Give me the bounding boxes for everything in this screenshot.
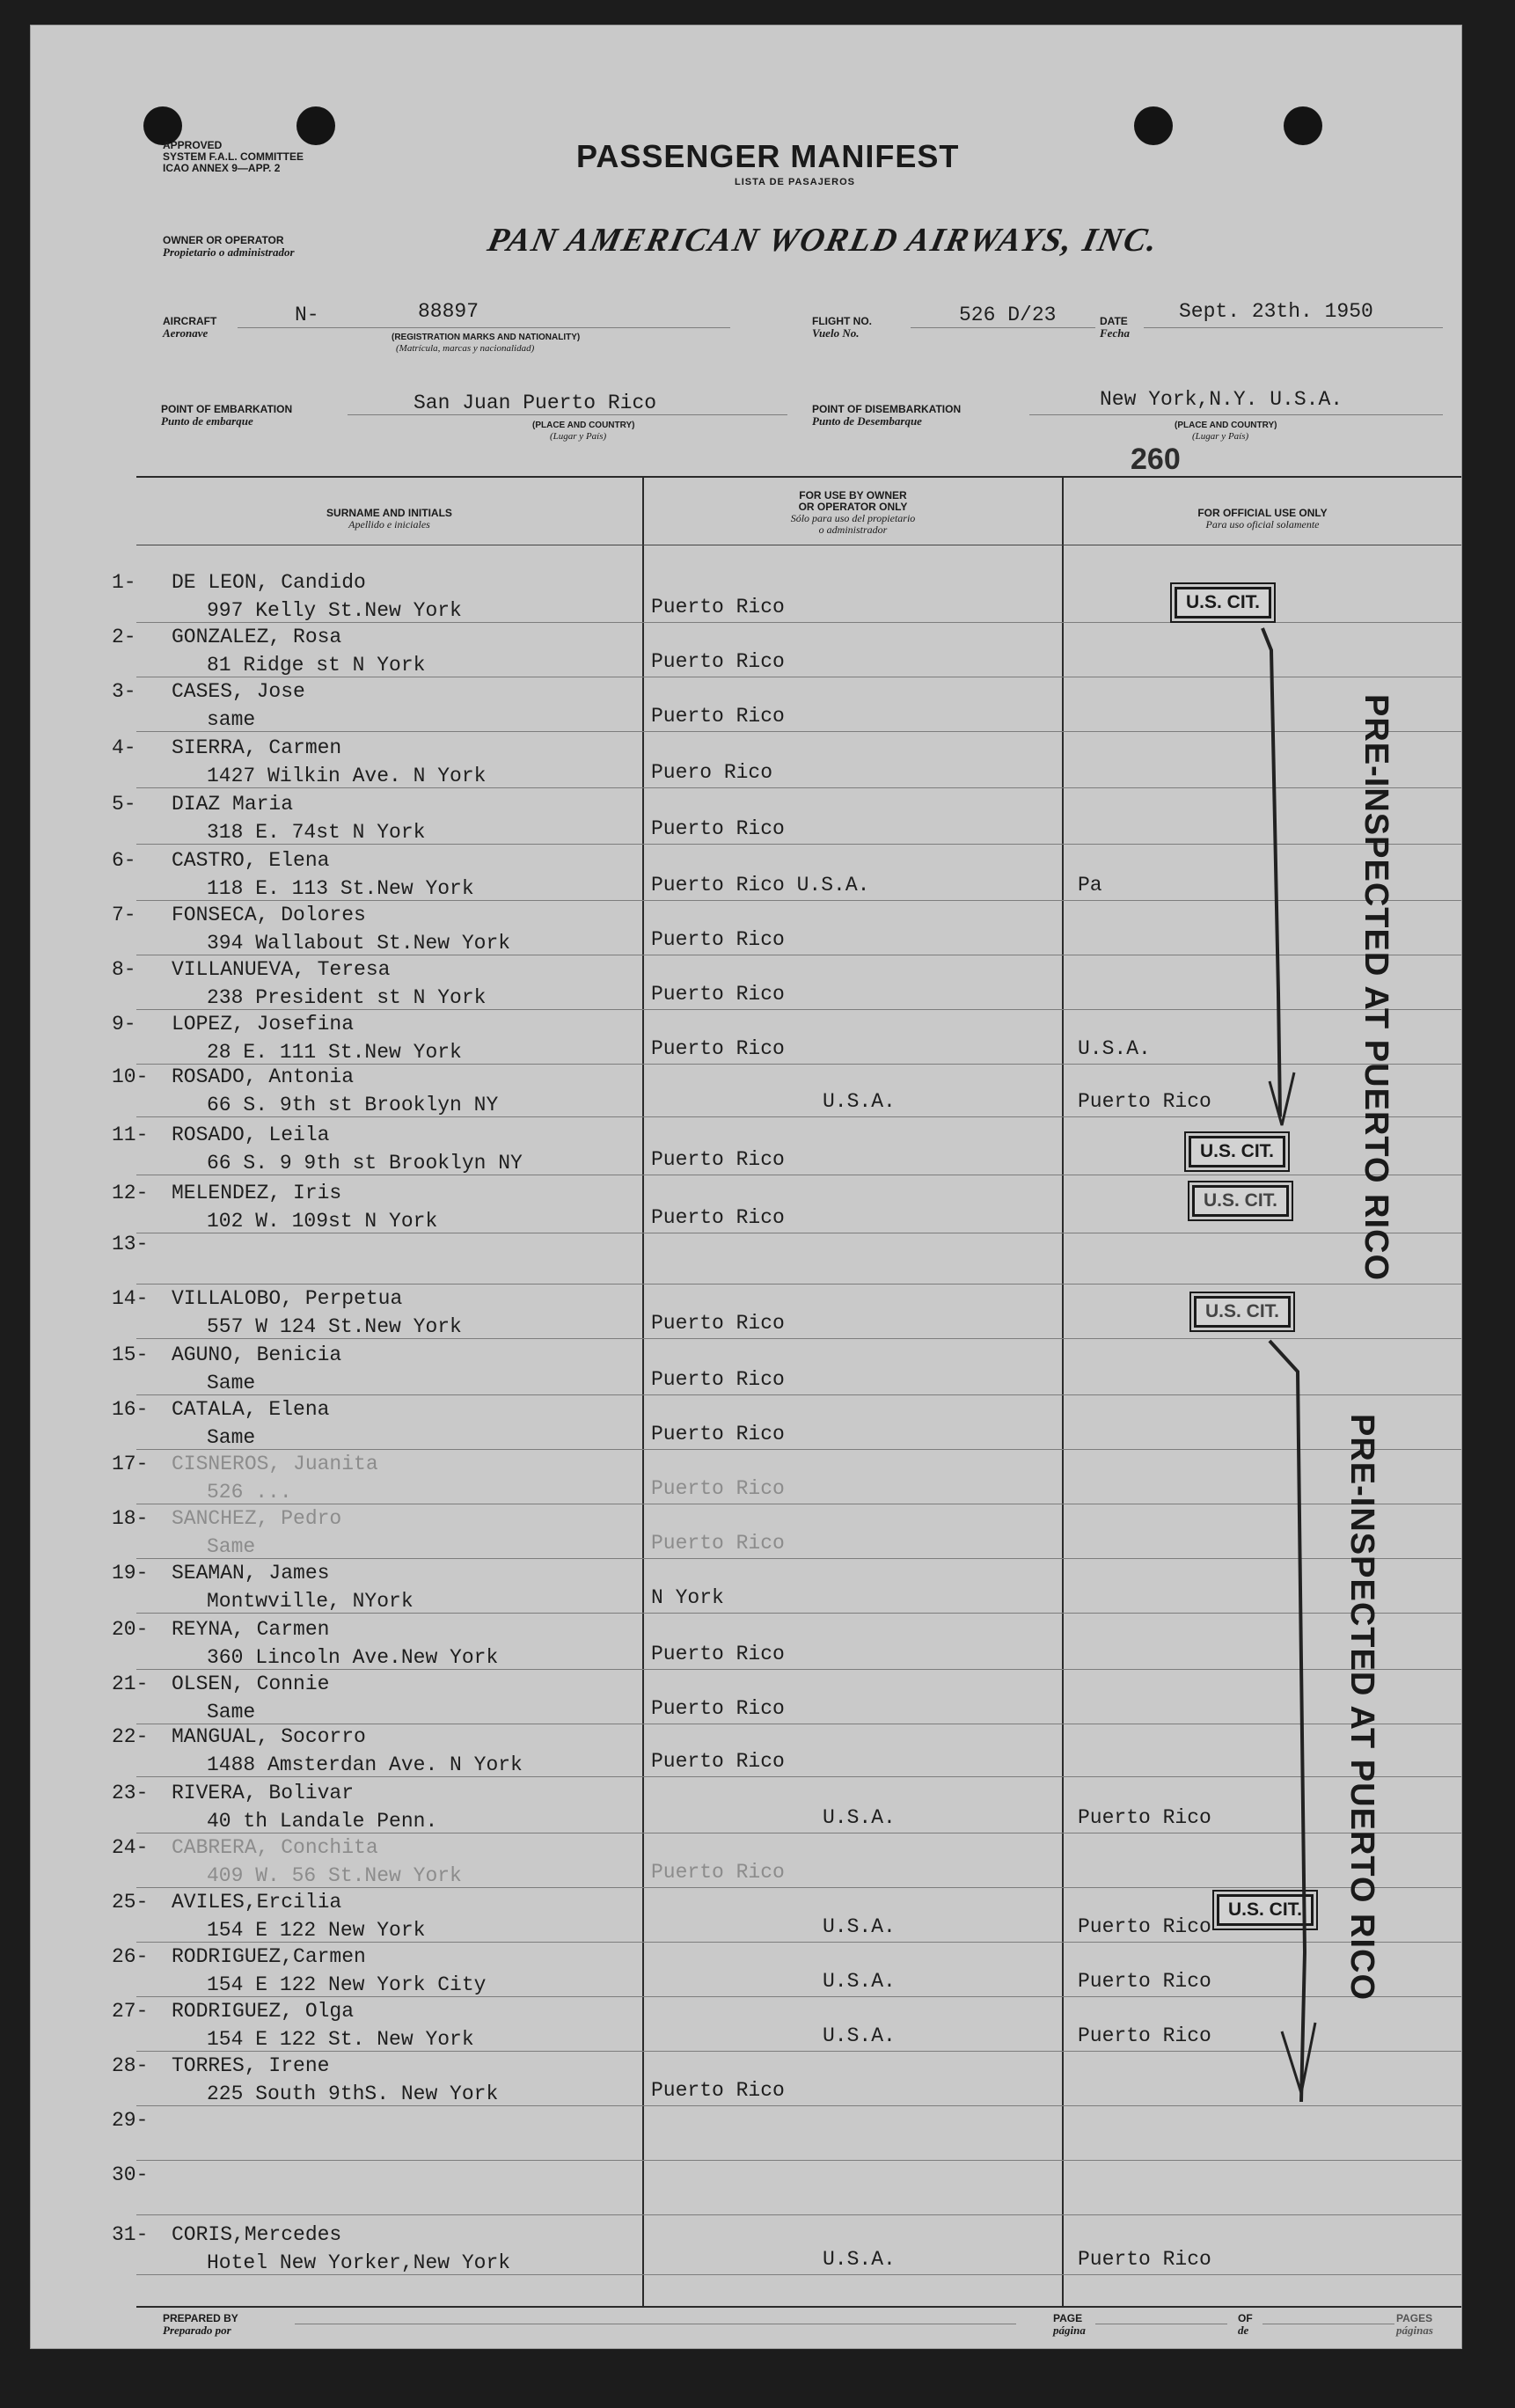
flight-label-es: Vuelo No. bbox=[812, 326, 860, 340]
page-title: PASSENGER MANIFEST bbox=[576, 138, 960, 174]
owner-use-value: Puerto Rico bbox=[651, 1423, 785, 1446]
us-cit-stamp: U.S. CIT. bbox=[1189, 1136, 1285, 1167]
passenger-address: 40 th Landale Penn. bbox=[207, 1810, 438, 1833]
flight-underline bbox=[911, 327, 1095, 328]
passenger-name: SEAMAN, James bbox=[172, 1562, 330, 1585]
preinspected-stamp: PRE-INSPECTED AT PUERTO RICO bbox=[1358, 694, 1394, 1282]
row-number: 1- bbox=[112, 571, 136, 594]
passenger-address: 66 S. 9 9th st Brooklyn NY bbox=[207, 1152, 523, 1175]
passenger-name: CATALA, Elena bbox=[172, 1398, 330, 1421]
flight-label-en: FLIGHT NO. bbox=[812, 315, 872, 327]
passenger-name: OLSEN, Connie bbox=[172, 1672, 330, 1695]
owner-label bbox=[163, 235, 295, 259]
owner-use-value: Puerto Rico bbox=[651, 1206, 785, 1229]
approval-line: APPROVED bbox=[163, 139, 223, 151]
disembarkation-value: New York,N.Y. U.S.A. bbox=[1100, 388, 1343, 411]
date-label bbox=[1100, 316, 1130, 340]
owner-use-value: Puerto Rico bbox=[651, 983, 785, 1006]
row-number: 22- bbox=[112, 1725, 149, 1748]
approval-block bbox=[163, 140, 304, 174]
aircraft-label bbox=[163, 316, 216, 340]
date-label-es: Fecha bbox=[1100, 326, 1130, 340]
passenger-name: AGUNO, Benicia bbox=[172, 1343, 342, 1366]
row-number: 29- bbox=[112, 2109, 149, 2132]
row-number: 12- bbox=[112, 1182, 149, 1204]
place-caption-2-es: (Lugar y País) bbox=[1192, 431, 1249, 442]
passenger-address: 997 Kelly St.New York bbox=[207, 599, 462, 622]
row-rule bbox=[136, 1284, 1461, 1285]
official-sub: Para uso oficial solamente bbox=[1205, 518, 1320, 531]
passenger-address: 81 Ridge st N York bbox=[207, 654, 426, 677]
row-number: 24- bbox=[112, 1836, 149, 1859]
surname-head: SURNAME AND INITIALS bbox=[326, 507, 452, 519]
check-bracket bbox=[1262, 1336, 1333, 2119]
passenger-address: 154 E 122 New York City bbox=[207, 1973, 487, 1996]
prepared-label-es: Preparado por bbox=[163, 2324, 231, 2337]
passenger-name: RIVERA, Bolivar bbox=[172, 1782, 355, 1804]
owner-use-value: N York bbox=[651, 1586, 724, 1609]
passenger-name: CISNEROS, Juanita bbox=[172, 1453, 378, 1475]
owner-head-2: OR OPERATOR ONLY bbox=[798, 501, 908, 513]
page-label-es: página bbox=[1053, 2324, 1086, 2337]
passenger-address: 394 Wallabout St.New York bbox=[207, 932, 511, 955]
column-divider bbox=[1062, 476, 1064, 2306]
owner-use-value: U.S.A. bbox=[823, 1806, 896, 1829]
aircraft-underline bbox=[238, 327, 730, 328]
row-rule bbox=[136, 2274, 1461, 2275]
row-number: 26- bbox=[112, 1945, 149, 1968]
passenger-name: CASES, Jose bbox=[172, 680, 305, 703]
passenger-address: 526 ... bbox=[207, 1481, 292, 1504]
passenger-name: MELENDEZ, Iris bbox=[172, 1182, 342, 1204]
passenger-address: 360 Lincoln Ave.New York bbox=[207, 1646, 499, 1669]
row-number: 16- bbox=[112, 1398, 149, 1421]
aircraft-label-es: Aeronave bbox=[163, 326, 209, 340]
owner-use-value: Puerto Rico bbox=[651, 1037, 785, 1060]
embarkation-label-en: POINT OF EMBARKATION bbox=[161, 403, 293, 415]
official-use-value: U.S.A. bbox=[1078, 1037, 1151, 1060]
us-cit-stamp: U.S. CIT. bbox=[1217, 1894, 1314, 1926]
table-top-border bbox=[136, 476, 1461, 478]
passenger-address: 154 E 122 St. New York bbox=[207, 2028, 474, 2051]
place-caption: (PLACE AND COUNTRY) bbox=[532, 421, 635, 430]
official-column-header bbox=[1064, 508, 1461, 531]
owner-use-value: Puerto Rico bbox=[651, 1643, 785, 1665]
check-bracket bbox=[1245, 624, 1315, 1152]
owner-head-1: FOR USE BY OWNER bbox=[799, 489, 907, 501]
official-use-value: Puerto Rico bbox=[1078, 1806, 1211, 1829]
passenger-name: DIAZ Maria bbox=[172, 793, 294, 816]
of-label-es: de bbox=[1238, 2324, 1249, 2337]
row-number: 27- bbox=[112, 2000, 149, 2023]
official-use-value: Pa bbox=[1078, 874, 1102, 897]
disembarkation-label-en: POINT OF DISEMBARKATION bbox=[812, 403, 962, 415]
row-number: 4- bbox=[112, 736, 136, 759]
passenger-name: FONSECA, Dolores bbox=[172, 904, 366, 926]
official-head: FOR OFFICIAL USE ONLY bbox=[1197, 507, 1328, 519]
row-number: 17- bbox=[112, 1453, 149, 1475]
passenger-name: REYNA, Carmen bbox=[172, 1618, 330, 1641]
flight-label bbox=[812, 316, 872, 340]
owner-use-value: U.S.A. bbox=[823, 1915, 896, 1938]
owner-use-value: Puerto Rico bbox=[651, 650, 785, 673]
owner-use-value: U.S.A. bbox=[823, 2248, 896, 2271]
owner-column-header bbox=[644, 490, 1062, 536]
surname-sub: Apellido e iniciales bbox=[348, 518, 430, 531]
us-cit-stamp: U.S. CIT. bbox=[1194, 1296, 1291, 1328]
table-bottom-border bbox=[136, 2306, 1461, 2308]
of-label bbox=[1238, 2313, 1253, 2337]
passenger-address: Same bbox=[207, 1426, 256, 1449]
aircraft-prefix: N- bbox=[295, 304, 319, 326]
row-number: 11- bbox=[112, 1123, 149, 1146]
passenger-name: SANCHEZ, Pedro bbox=[172, 1507, 342, 1530]
owner-use-value: Puerto Rico bbox=[651, 817, 785, 840]
passenger-name: ROSADO, Antonia bbox=[172, 1065, 355, 1088]
passenger-name: DE LEON, Candido bbox=[172, 571, 366, 594]
registration-caption-es: (Matrícula, marcas y nacionalidad) bbox=[396, 343, 535, 354]
us-cit-stamp: U.S. CIT. bbox=[1192, 1185, 1289, 1217]
passenger-address: Montwville, NYork bbox=[207, 1590, 414, 1613]
embarkation-value: San Juan Puerto Rico bbox=[414, 392, 657, 414]
page-label bbox=[1053, 2313, 1086, 2337]
manifest-page bbox=[30, 25, 1462, 2349]
passenger-address: 318 E. 74st N York bbox=[207, 821, 426, 844]
row-number: 21- bbox=[112, 1672, 149, 1695]
row-number: 2- bbox=[112, 626, 136, 648]
date-underline bbox=[1144, 327, 1443, 328]
owner-use-value: U.S.A. bbox=[823, 2024, 896, 2047]
row-number: 19- bbox=[112, 1562, 149, 1585]
row-number: 25- bbox=[112, 1891, 149, 1914]
approval-line: SYSTEM F.A.L. COMMITTEE bbox=[163, 150, 304, 163]
row-number: 15- bbox=[112, 1343, 149, 1366]
row-rule bbox=[136, 622, 1461, 623]
disembarkation-label bbox=[812, 404, 961, 428]
passenger-address: 409 W. 56 St.New York bbox=[207, 1864, 462, 1887]
punch-hole bbox=[1134, 106, 1173, 145]
passenger-address: Hotel New Yorker,New York bbox=[207, 2251, 511, 2274]
row-number: 20- bbox=[112, 1618, 149, 1641]
row-number: 3- bbox=[112, 680, 136, 703]
flight-value: 526 D/23 bbox=[959, 304, 1057, 326]
owner-use-value: Puero Rico bbox=[651, 761, 773, 784]
owner-use-value: Puerto Rico bbox=[651, 1750, 785, 1773]
owner-use-value: Puerto Rico bbox=[651, 1477, 785, 1500]
row-number: 28- bbox=[112, 2054, 149, 2077]
row-number: 13- bbox=[112, 1233, 149, 1255]
page-label-en: PAGE bbox=[1053, 2312, 1083, 2324]
operator-name: PAN AMERICAN WORLD AIRWAYS, INC. bbox=[484, 222, 1163, 259]
owner-use-value: Puerto Rico bbox=[651, 1532, 785, 1555]
place-caption-2: (PLACE AND COUNTRY) bbox=[1175, 421, 1277, 430]
passenger-name: CABRERA, Conchita bbox=[172, 1836, 378, 1859]
passenger-name: ROSADO, Leila bbox=[172, 1123, 330, 1146]
owner-use-value: U.S.A. bbox=[823, 1090, 896, 1113]
row-rule bbox=[136, 2214, 1461, 2215]
passenger-address: 102 W. 109st N York bbox=[207, 1210, 438, 1233]
owner-sub-2: o administrador bbox=[818, 523, 888, 536]
official-use-value: Puerto Rico bbox=[1078, 1090, 1211, 1113]
passenger-name: VILLANUEVA, Teresa bbox=[172, 958, 391, 981]
passenger-name: RODRIGUEZ, Olga bbox=[172, 2000, 355, 2023]
row-number: 5- bbox=[112, 793, 136, 816]
owner-use-value: Puerto Rico bbox=[651, 1148, 785, 1171]
passenger-address: 238 President st N York bbox=[207, 986, 487, 1009]
passenger-address: Same bbox=[207, 1535, 256, 1558]
row-number: 18- bbox=[112, 1507, 149, 1530]
passenger-address: Same bbox=[207, 1372, 256, 1394]
embarkation-underline bbox=[348, 414, 787, 415]
row-rule bbox=[136, 2160, 1461, 2161]
punch-hole bbox=[1284, 106, 1322, 145]
registration-caption: (REGISTRATION MARKS AND NATIONALITY) bbox=[392, 333, 581, 342]
passenger-name: LOPEZ, Josefina bbox=[172, 1013, 355, 1036]
owner-label-es: Propietario o administrador bbox=[163, 245, 295, 259]
owner-use-value: Puerto Rico bbox=[651, 596, 785, 618]
owner-use-value: Puerto Rico bbox=[651, 1861, 785, 1884]
owner-use-value: U.S.A. bbox=[823, 1970, 896, 1993]
handwritten-number: 260 bbox=[1131, 443, 1181, 476]
passenger-name: MANGUAL, Socorro bbox=[172, 1725, 366, 1748]
disembarkation-underline bbox=[1029, 414, 1443, 415]
column-divider bbox=[642, 476, 644, 2306]
passenger-name: TORRES, Irene bbox=[172, 2054, 330, 2077]
official-use-value: Puerto Rico bbox=[1078, 2024, 1211, 2047]
official-use-value: Puerto Rico bbox=[1078, 2248, 1211, 2271]
row-number: 10- bbox=[112, 1065, 149, 1088]
disembarkation-label-es: Punto de Desembarque bbox=[812, 414, 922, 428]
row-number: 31- bbox=[112, 2223, 149, 2246]
row-number: 8- bbox=[112, 958, 136, 981]
passenger-address: Same bbox=[207, 1701, 256, 1724]
passenger-name: CORIS,Mercedes bbox=[172, 2223, 342, 2246]
pages-label-en: PAGES bbox=[1396, 2312, 1433, 2324]
aircraft-value: 88897 bbox=[418, 300, 479, 323]
row-number: 6- bbox=[112, 849, 136, 872]
prepared-label-en: PREPARED BY bbox=[163, 2312, 238, 2324]
owner-use-value: Puerto Rico bbox=[651, 928, 785, 951]
official-use-value: Puerto Rico bbox=[1078, 1915, 1211, 1938]
page-subtitle: LISTA DE PASAJEROS bbox=[735, 177, 855, 187]
passenger-name: GONZALEZ, Rosa bbox=[172, 626, 342, 648]
owner-use-value: Puerto Rico bbox=[651, 1312, 785, 1335]
date-label-en: DATE bbox=[1100, 315, 1128, 327]
row-number: 7- bbox=[112, 904, 136, 926]
passenger-address: 118 E. 113 St.New York bbox=[207, 877, 474, 900]
pages-label-es: páginas bbox=[1396, 2324, 1433, 2337]
of-label-en: OF bbox=[1238, 2312, 1253, 2324]
owner-use-value: Puerto Rico bbox=[651, 2079, 785, 2102]
owner-use-value: Puerto Rico U.S.A. bbox=[651, 874, 870, 897]
passenger-address: 557 W 124 St.New York bbox=[207, 1315, 462, 1338]
aircraft-label-en: AIRCRAFT bbox=[163, 315, 217, 327]
passenger-address: same bbox=[207, 708, 256, 731]
official-use-value: Puerto Rico bbox=[1078, 1970, 1211, 1993]
embarkation-label-es: Punto de embarque bbox=[161, 414, 253, 428]
passenger-address: 1488 Amsterdan Ave. N York bbox=[207, 1753, 523, 1776]
pages-label bbox=[1396, 2313, 1433, 2337]
date-value: Sept. 23th. 1950 bbox=[1179, 300, 1373, 323]
passenger-address: 1427 Wilkin Ave. N York bbox=[207, 765, 487, 787]
us-cit-stamp: U.S. CIT. bbox=[1175, 587, 1271, 618]
owner-use-value: Puerto Rico bbox=[651, 1697, 785, 1720]
passenger-name: VILLALOBO, Perpetua bbox=[172, 1287, 403, 1310]
passenger-name: AVILES,Ercilia bbox=[172, 1891, 342, 1914]
prepared-by-label bbox=[163, 2313, 238, 2337]
passenger-name: RODRIGUEZ,Carmen bbox=[172, 1945, 366, 1968]
surname-column-header bbox=[136, 508, 642, 531]
row-number: 14- bbox=[112, 1287, 149, 1310]
passenger-name: SIERRA, Carmen bbox=[172, 736, 342, 759]
passenger-address: 66 S. 9th st Brooklyn NY bbox=[207, 1094, 499, 1116]
row-number: 9- bbox=[112, 1013, 136, 1036]
preinspected-stamp: PRE-INSPECTED AT PUERTO RICO bbox=[1343, 1414, 1380, 2002]
owner-use-value: Puerto Rico bbox=[651, 1368, 785, 1391]
passenger-name: CASTRO, Elena bbox=[172, 849, 330, 872]
approval-line: ICAO ANNEX 9—APP. 2 bbox=[163, 162, 281, 174]
passenger-address: 154 E 122 New York bbox=[207, 1919, 426, 1942]
row-number: 23- bbox=[112, 1782, 149, 1804]
passenger-address: 28 E. 111 St.New York bbox=[207, 1041, 462, 1064]
row-number: 30- bbox=[112, 2163, 149, 2186]
owner-use-value: Puerto Rico bbox=[651, 705, 785, 728]
embarkation-label bbox=[161, 404, 292, 428]
place-caption-es: (Lugar y País) bbox=[550, 431, 607, 442]
passenger-address: 225 South 9thS. New York bbox=[207, 2082, 499, 2105]
owner-label-en: OWNER OR OPERATOR bbox=[163, 234, 284, 246]
owner-sub-1: Sólo para uso del propietario bbox=[790, 512, 916, 524]
